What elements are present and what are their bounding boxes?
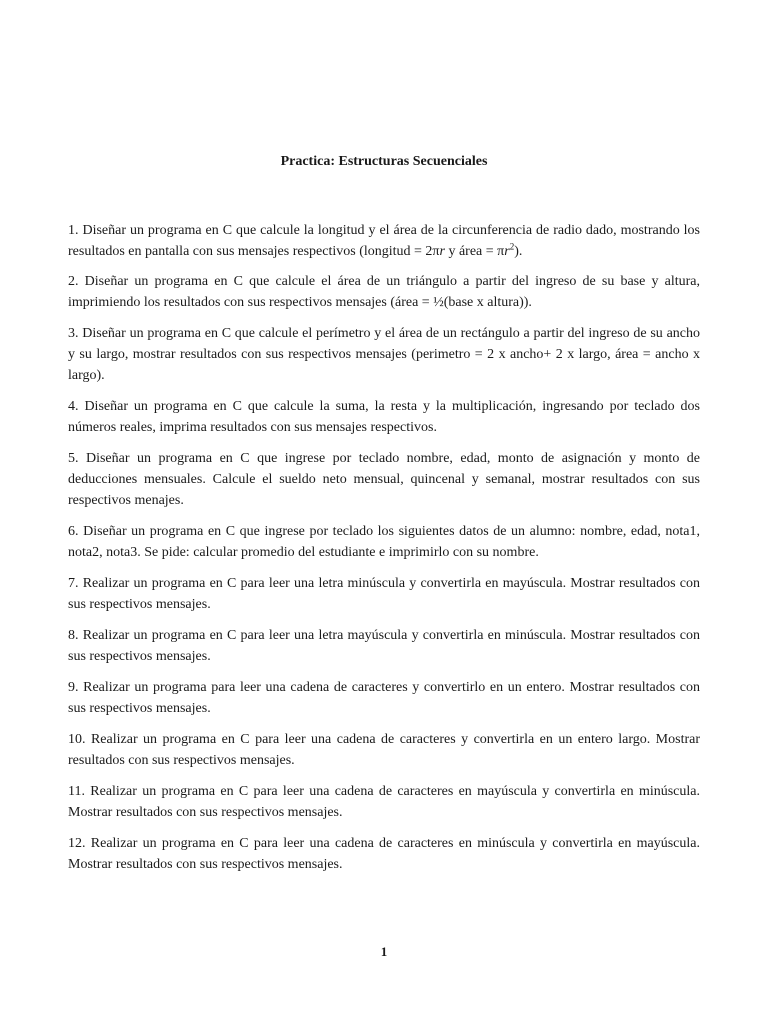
exercise-item-6 [68, 521, 700, 563]
exercise-number: 3. [68, 326, 79, 341]
exercise-number: 2. [68, 274, 79, 289]
exercise-text: Realizar un programa en C para leer una cadena de caracteres en minúscula y convertirla en mayúscula. Mostrar resultados con sus respectivos mensajes. [68, 836, 701, 872]
exercise-item-4 [68, 396, 700, 438]
exercise-item-2 [68, 271, 700, 313]
exercise-item-1 [68, 220, 700, 262]
exercise-number: 12. [68, 836, 86, 851]
exercise-number: 1. [68, 223, 79, 238]
exercise-text: Realizar un programa para leer una cadena de caracteres y convertirlo en un entero. Mostrar resultados con sus respectivos mensajes. [68, 680, 700, 716]
exercise-text: Diseñar un programa en C que calcule el perímetro y el área de un rectángulo a partir del ingreso de su ancho y su largo, mostrar resultados con sus respectivos mensajes (perimetro = 2 x ancho+ 2 x largo, área = ancho x largo). [68, 326, 701, 383]
exercise-text-cont: y área = π [444, 244, 505, 259]
exercise-item-9 [68, 677, 700, 719]
exercise-text: Diseñar un programa en C que calcule el área de un triángulo a partir del ingreso de su base y altura, imprimiendo los resultados con sus respectivos mensajes (área = ½(base x altura)). [68, 274, 701, 310]
page-title: Practica: Estructuras Secuenciales [280, 154, 488, 169]
exercise-item-8 [68, 625, 700, 667]
exercise-text: Realizar un programa en C para leer una cadena de caracteres en mayúscula y convertirla en minúscula. Mostrar resultados con sus respectivos mensajes. [68, 784, 701, 820]
exercise-number: 11. [68, 784, 85, 799]
exercise-text: Realizar un programa en C para leer una cadena de caracteres y convertirla en un entero largo. Mostrar resultados con sus respectivos mensajes. [68, 732, 701, 768]
exercise-number: 5. [68, 451, 79, 466]
exercise-number: 6. [68, 524, 79, 539]
exercise-item-7 [68, 573, 700, 615]
exercise-text: Realizar un programa en C para leer una letra mayúscula y convertirla en minúscula. Mostrar resultados con sus respectivos mensajes. [68, 628, 700, 664]
exercise-item-5 [68, 448, 700, 511]
exercise-text: Diseñar un programa en C que ingrese por teclado los siguientes datos de un alumno: nombre, edad, nota1, nota2, nota3. Se pide: calcular promedio del estudiante e imprimirlo con su nombre. [68, 524, 701, 560]
exercise-number: 4. [68, 399, 79, 414]
exercise-item-10 [68, 729, 700, 771]
exercise-text: Realizar un programa en C para leer una letra minúscula y convertirla en mayúscula. Mostrar resultados con sus respectivos mensajes. [68, 576, 700, 612]
exercise-text: Diseñar un programa en C que calcule la suma, la resta y la multiplicación, ingresando por teclado dos números reales, imprima resultados con sus mensajes respectivos. [68, 399, 700, 435]
math-variable-r-squared: r [504, 244, 510, 259]
exercise-item-11 [68, 781, 700, 823]
exercise-text: Diseñar un programa en C que ingrese por teclado nombre, edad, monto de asignación y monto de deducciones mensuales. Calcule el sueldo neto mensual, quincenal y semanal, mostrar resultados con sus respectivos menajes. [68, 451, 701, 508]
math-variable-r: r [439, 244, 445, 259]
math-exponent: 2 [509, 241, 515, 252]
exercise-number: 7. [68, 576, 79, 591]
exercise-text-end: ). [514, 244, 523, 259]
exercise-number: 10. [68, 732, 86, 747]
exercise-item-3 [68, 323, 700, 386]
exercise-number: 8. [68, 628, 79, 643]
exercise-list [68, 220, 700, 885]
page-number: 1 [380, 944, 388, 959]
exercise-item-12 [68, 833, 700, 875]
exercise-text: Diseñar un programa en C que calcule la longitud y el área de la circunferencia de radio dado, mostrando los resultados en pantalla con sus mensajes respectivos (longitud = 2π [68, 223, 701, 259]
exercise-number: 9. [68, 680, 79, 695]
